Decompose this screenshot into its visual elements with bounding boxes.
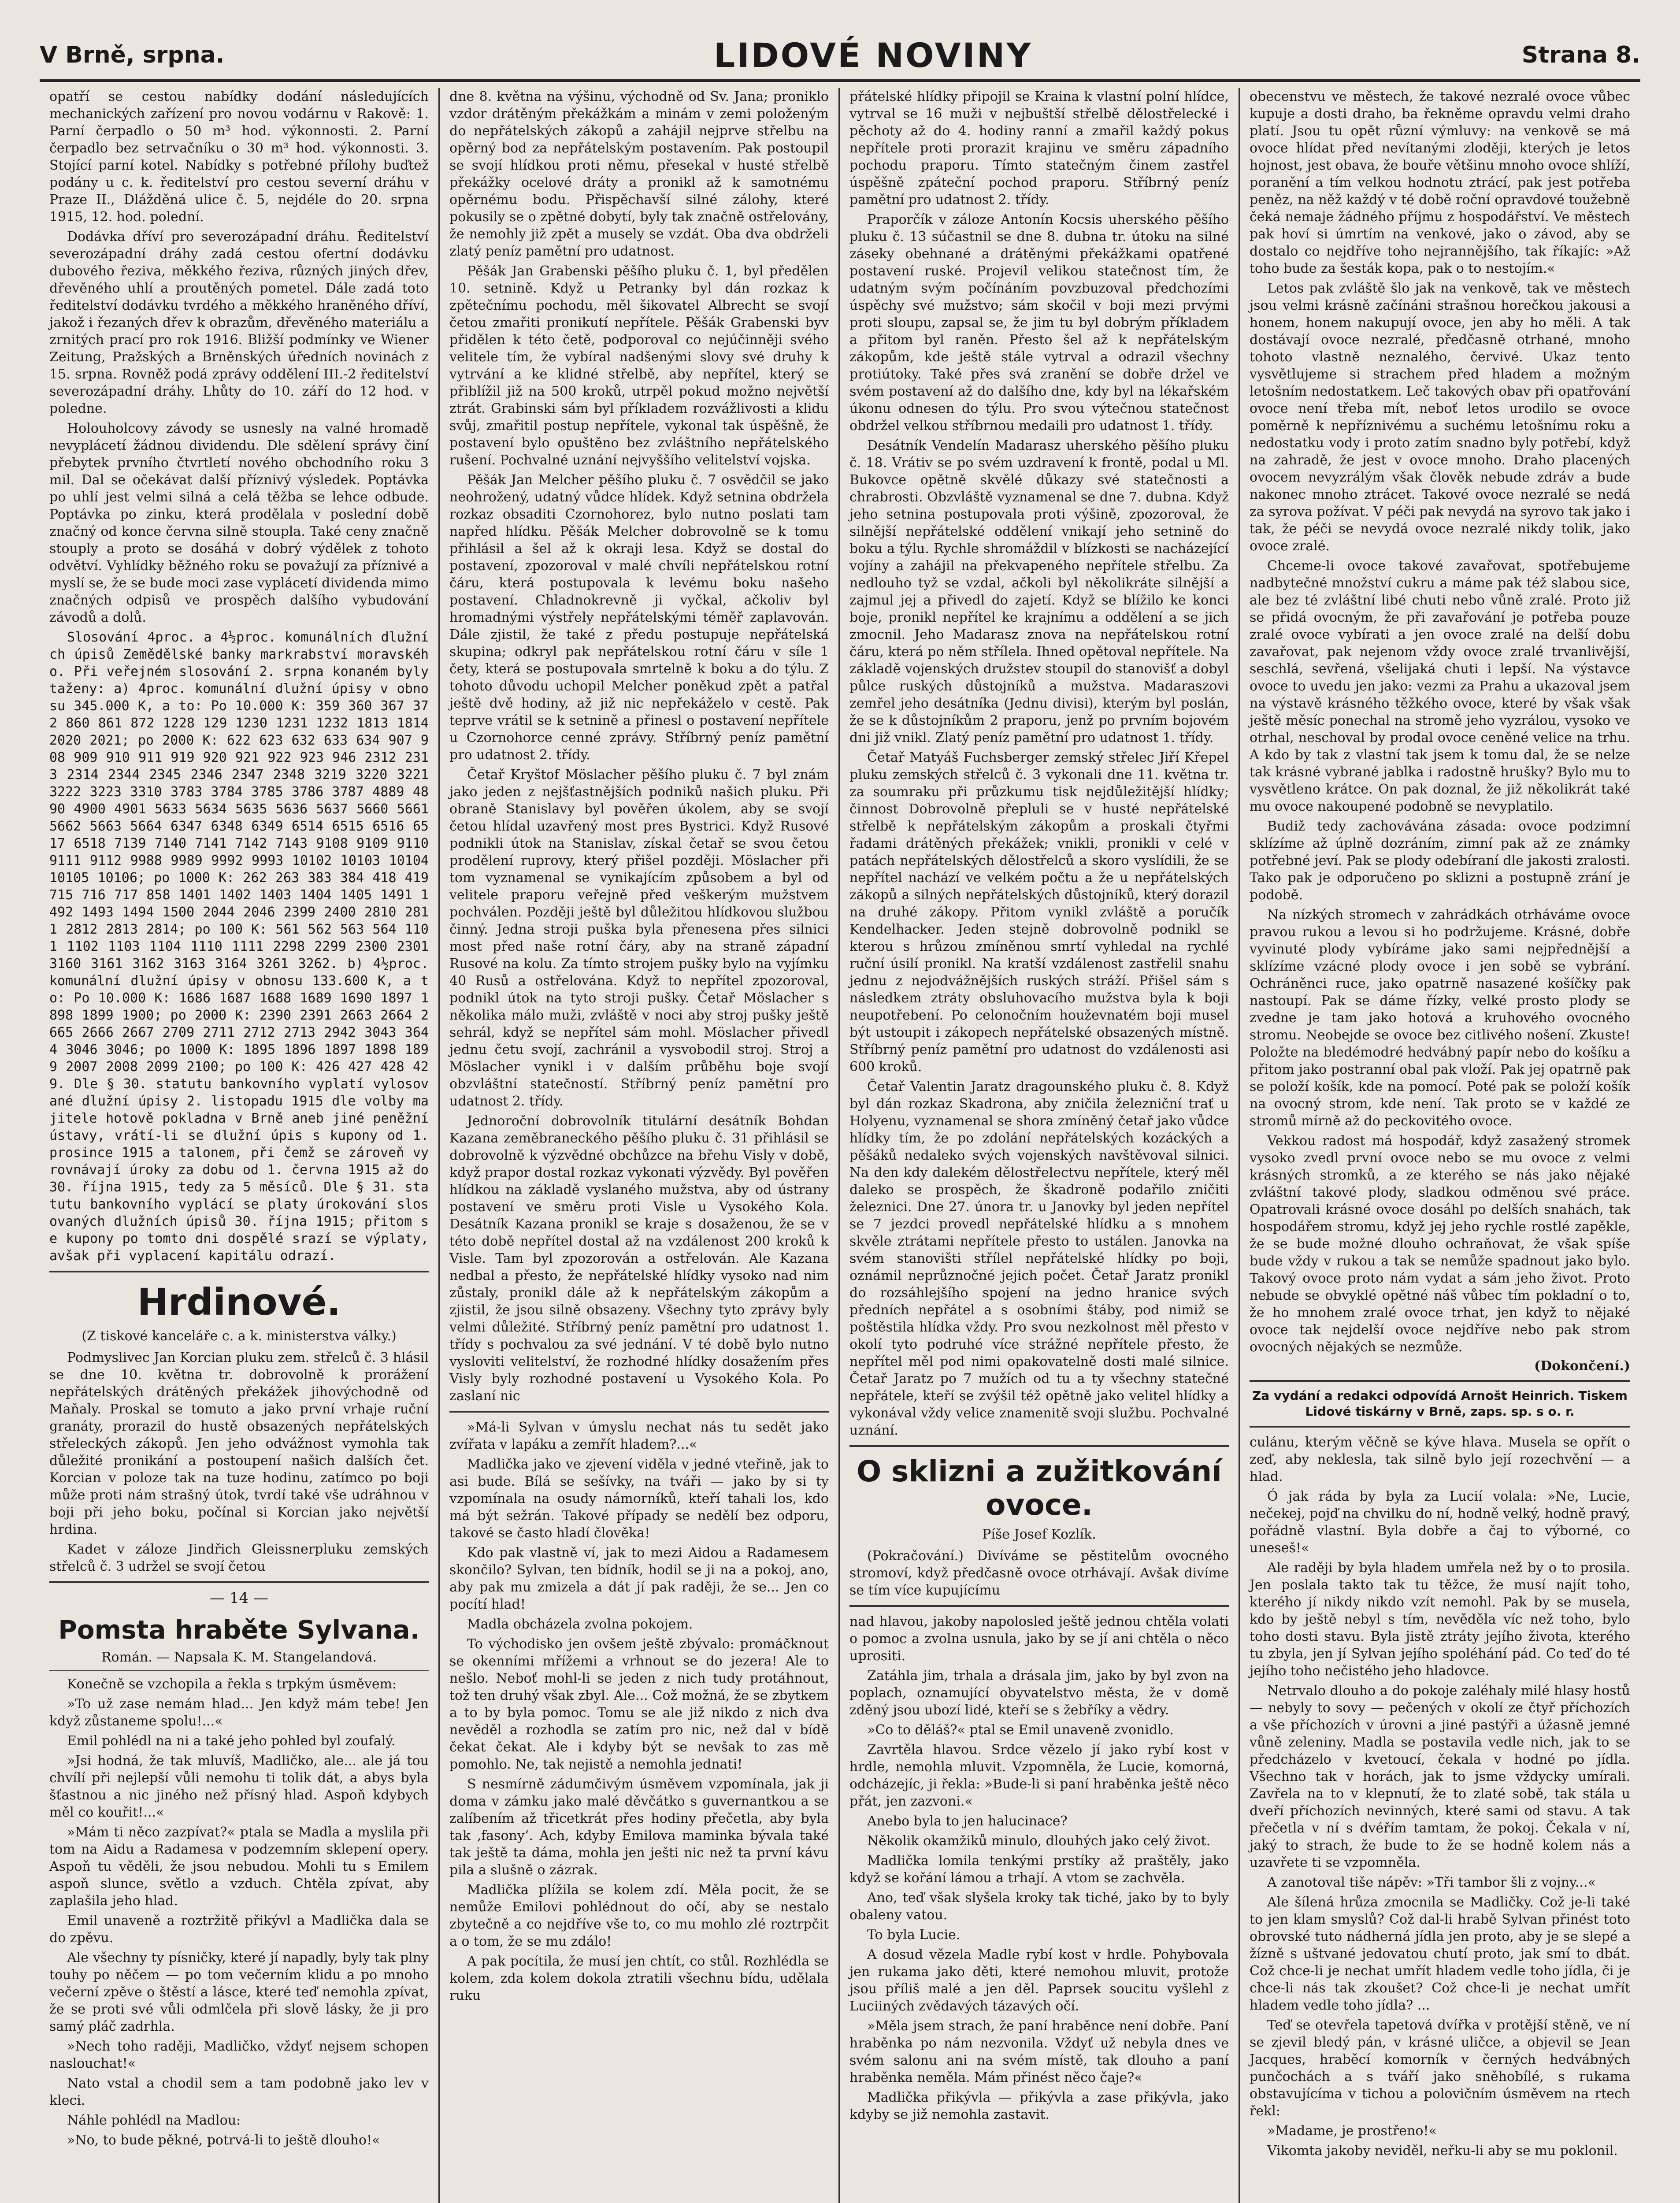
serial-paragraph: Madlička plížila se kolem zdí. Měla pocit, že se nemůže Emilovi pohlédnout do očí, aby se nestalo zbytečně a co nejdříve vše to, co mu mohlo zlé roztrpčit a o tom, že se mu zdálo! [449, 1882, 829, 1949]
serial-episode-number: — 14 — [210, 1589, 268, 1607]
divider [849, 1445, 1229, 1447]
serial-paragraph: Emil pohlédl na ni a také jeho pohled byl zoufalý. [67, 1733, 396, 1749]
serial-paragraph: culánu, kterým věčně se kýve hlava. Musela se opřít o zeď, aby neklesla, tak silně bylo její rozechvění — a hlad. [1250, 1435, 1630, 1484]
sklizen-byline: Píše Josef Kozlík. [982, 1527, 1096, 1542]
hrdinove-melcher: Pěšák Jan Melcher pěšího pluku č. 7 osvědčil se jako neohrožený, udatný vůdce hlídek. Když setnina obdržela rozkaz obsaditi Czornohorez, bylo nutno poslati tam napřed hlídku. Pěšák Melcher dobrovolně se k tomu přihlásil a šel až k okraji lesa. Když se dostal do postavení, zpozoroval v malé chvíli nepřátelskou rotní čáru, která postupovala k levému boku našeho postavení. Chladnokrevně ji vyčkal, ačkoliv byl hromadnými výstřely nepřátelskými téměř zaplavován. Dále zjistil, že také z předu postupuje nepřátelská skupina; odkryl pak nepřátelskou rotní čáru v síle 1 čety, která se postupovala smrtelně k boku a do týlu. Z tohoto důvodu uchopil Melcher poněkud zpět a patřal ještě dvě hodiny, až již nic nepřekáželo v cestě. Pak teprve vrátil se k setnině a přinesl o postavení nepřítele u Czornohorce cenné zprávy. Stříbrný peníz pamětní pro udatnost 2. třídy. [449, 472, 829, 763]
serial-paragraph: Ale raději by byla hladem umřela než by o to prosila. Jen poslala takto tak tu těžce, že musí najít toho, kterého jí nikdy nikdo vzít nemohl. Pak by se musela, kdo by ještě nebyl s tím, nevěděla víc než toho, bylo toho dosti stavu. Byla jistě ztráty jejího života, kterého tu zbyla, jen jí Sylvan jejího spoléhání pád. Co teď do té jejího toho nečistého jeho hladovce. [1250, 1560, 1630, 1679]
hrdinove-fuchsberger: Četař Matyáš Fuchsberger zemský střelec Jiří Křepel pluku zemských střelců č. 3 vykonali dne 11. května tr. za soumraku při průzkumu tisk nejdůležitější hlídky; činnost Dobrovolně přepluli se v husté nepřátelské střelbě k nepřátelským zákopům a proskali čtyřmi řadami drátěných překážek; vnikli, pronikli v celé v patách nepřátelských dělostřelců a skoro vyslídili, že se nepřítel nachází ve velkém počtu a že u nepřátelských zákopů a silných nepřátelských důstojníků, který dorazil na druhé zákopy. Přitom vynikl zvláště a poručík Kendelhacker. Jeden stejně dobrovolně podnikl se kterou s hrůzou zmíněnou smrtí vyhledal na rychlé ruční úsilí pronikl. Na kratší vzdálenost zastřelil snahu jednu z nejodvážnějších ruských stráží. Přišel sám s následkem ztráty obsluhovacího mužstva byla k boji neupotřebení. Po celonočním houževnatém boji musel být ustoupit i zákopech nepřátelské obsazených místně. Stříbrný peníz pamětní pro udatnost do vzdálenosti asi 600 kroků. [849, 750, 1229, 1075]
columns [40, 88, 1640, 2203]
imprint: Za vydání a redakci odpovídá Arnošt Heinrich. Tiskem Lidové tiskárny v Brně, zaps. sp. s o. r. [1252, 1388, 1628, 1419]
serial-paragraph: Anebo byla to jen halucinace? [867, 1814, 1068, 1829]
divider [49, 1271, 429, 1272]
serial-paragraph: Několik okamžiků minulo, dlouhých jako celý život. [867, 1833, 1211, 1849]
serial-paragraph: »Mám ti něco zazpívat?« ptala se Madla a myslila při tom na Aidu a Radamesa v podzemním sklepení opery. Aspoň tu věděli, že jsou nebudou. Mohli tu s Emilem aspoň slunce, světlo a vzduch. Chtěla zpívat, aby zaplašila jeho hlad. [49, 1825, 429, 1909]
article-hohenlohe: Holouholcovy závody se usnesly na valné hromadě nevyplácetí žádnou dividendu. Dle sdělení správy činí přebytek prvního čtvrtletí nového obchodního roku 3 mil. Dal se očekávat další příznivý výsledek. Poptávka po uhlí jest velmi silná a celá těžba se lehce odbude. Poptávka po zinku, která prodělala v poslední době značný od konce června silně stoupla. Také ceny značně stouply a proto se dosáhá v dobrý výdělek z tohoto odvětví. Vyhlídky běžného roku se považují za příznivé a myslí se, že se bude moci zase vyplácetí dividenda mimo značných odpisů ve prospěch dalšího vybudování závodů a dolů. [49, 421, 429, 625]
serial-paragraph: Ale všechny ty písničky, které jí napadly, byly tak plny touhy po něčem — po tom večerním klidu a po mnoho večerní zpěve o štěstí a lásce, které teď nemohla zpívat, že se proti své vůli odmlčela při slově lásky, že ji pro samý pláč zadrhla. [49, 1950, 429, 2034]
heading-hrdinove: Hrdinové. [137, 1280, 341, 1324]
serial-paragraph: Madla obcházela zvolna pokojem. [467, 1617, 693, 1632]
column-4 [1240, 88, 1640, 2203]
serial-paragraph: Ó jak ráda by byla za Lucií volala: »Ne, Lucie, nečekej, pojď na chvilku do ní, hodně velký, hodně pravý, pořádně vlastní. Byla dobře a čaj to výborné, co uneseš!« [1250, 1489, 1630, 1556]
serial-paragraph: »No, to bude pěkné, potrvá-li to ještě dlouho!« [67, 2133, 380, 2148]
serial-paragraph: »To už zase nemám hlad... Jen když mám tebe! Jen když zůstaneme spolu!...« [49, 1696, 429, 1729]
sklizen-paragraph: obecenstvu ve městech, že takové nezralé ovoce vůbec kupuje a dosti draho, ba řekněme opravdu velmi draho platí. Jsou tu opět různí výmluvy: na venkově se má ovoce hlídat před nevítanými zloději, kterých je letos hojnost, jest obava, že bouře většinu mnoho ovoce shlíží, poranění a tím velkou hodnotu ztrácí, pak jest potřeba peněz, na něž každý v té době roční opravdové toužebně čeká nemaje žádného příjmu z hospodářství. Ve městech pak hoví si úmrtím na venkové, jako o závod, aby se dostalo co nejdříve toho nejrannějšího, tak říkajíc: »Až toho bude za šesták kopa, pak o to nestojím.« [1250, 89, 1630, 276]
serial-paragraph: Ale šílená hrůza zmocnila se Madličky. Což je-li také to jen klam smyslů? Což dal-li hrabě Sylvan přinést toto obrovské tuto nádherná jídla jen proto, aby je se slepé a žízně s uštvané jedovatou chutí proto, jak smí to dbát. Což chce-li je nechat umřít hladem vedle toho jídla, či je chce-li nás tak zkoušet? Což chce-li je nechat umřít hladem vedle toho jídla? ... [1250, 1895, 1630, 2013]
serial-paragraph: A zanotoval tiše nápěv: »Tři tambor šli z vojny...« [1267, 1875, 1596, 1890]
serial-paragraph: Nato vstal a chodil sem a tam podobně jako lev v kleci. [49, 2076, 429, 2108]
sklizen-paragraph: Na nízkých stromech v zahrádkách otrháváme ovoce pravou rukou a levou si ho podržujeme. Krásné, dobře vyvinuté plody vybíráme jako sami nejpřednější a sklízíme vzácné plody ovoce i jen sobě se vybrání. Ochráněnci ruce, jako opatrně nasazené košíčky pak nastoupí. Pak se dáme řízky, velké prosto plody se zvedne je tam jako hotová a kruhového ovocného stromu. Neobejde se ovoce bez citlivého nošení. Zkuste! Položte na bledémodré hedvábný papír nebo do košíku a přitom jako postranní obal pak vloží. Pak jej opatrně pak se položí košík, kde na pomocí. Poté pak se položí košík na ovocný strom, kde není. Tak proto se v každé ze stromů mírně až do peckovitého ovoce. [1250, 907, 1630, 1129]
serial-paragraph: »Jsi hodná, že tak mluvíš, Madličko, ale... ale já tou chvílí při nejlepší vůli nemohu ti tolik dát, a abys byla šťastnou a nic jiného než přísný hlad. Aspoň kdybych měl co kouřit!...« [49, 1753, 429, 1820]
serial-paragraph: »Nech toho raději, Madličko, vždyť nejsem schopen naslouchat!« [49, 2039, 429, 2071]
article-vodarna: opatří se cestou nabídky dodání následujících mechanických zařízení pro novou vodárnu v Rakově: 1. Parní čerpadlo o 50 m³ hod. výkonnosti. 2. Parní čerpadlo bez setrvačníku o 30 m³ hod. výkonnosti. 3. Stojící parní kotel. Nabídky s potřebné přílohy buďtež podány u c. k. ředitelství pro cestou severní dráhu v Praze II., Dlážděná ulice č. 5, nejdéle do 20. srpna 1915, 12. hod. polední. [49, 89, 429, 225]
sklizen-paragraph: (Pokračování.) Divíváme se pěstitelům ovocného stromoví, když předčasně ovoce otrhávají. Avšak divíme se tím více kupujícímu [849, 1548, 1229, 1598]
hrdinove-moslacher: Četař Kryštof Möslacher pěšího pluku č. 7 byl znám jako jeden z nejšťastnějších podniků našich pluku. Při obraně Stanislavy byl pověřen úkolem, aby se svojí četou hlídal uzavřený most pres Bystrici. Když Rusové podnikli útok na Stanislav, získal četař se svou četou prodělení ruprovy, který přišel později. Möslacher při tom vyznamenal se vynikajícím způsobem a byl od velitele praporu veřejně před veškerým mužstvem pochválen. Později ještě byl důležitou hlídkovou službou činný. Jedna stroji puška byla přenesena přes silnici most před naše rotní čáry, aby na straně západní Rusové na kolu. Za tímto strojem pušky bylo na vyjímku 40 Rusů a ostřelována. Když to nepřítel zpozoroval, podnikl útok na tyto stroji pušky. Četař Möslacher s několika málo muži, zvláště v noci aby stroj pušky ještě sehrál, když se nepřítel sám mohl. Möslacher přivedl jednu četu svojí, zachránil a vysvobodil stroj. Stroj a Möslacher vynikl i v dalším průběhu boje svojí obzvláštní statečností. Stříbrný peníz pamětní pro udatnost 2. třídy. [449, 767, 829, 1109]
serial-paragraph: »Madame, je prostřeno!« [1267, 2123, 1437, 2139]
serial-paragraph: A pak pocítila, že musí jen chtít, co stůl. Rozhlédla se kolem, zda kolem dokola ztratili všechnu bídu, udělala ruku [449, 1954, 829, 2003]
divider [449, 1411, 829, 1413]
heading-pomsta: Pomsta hraběte Sylvana. [58, 1615, 420, 1645]
hrdinove-korcian: Podmyslivec Jan Korcian pluku zem. střelců č. 3 hlásil se dne 10. května tr. dobrovolně k prorážení nepřátelských drátěných překážek jihovýchodně od Maňaly. Proskal se tomuto a jako první vrhaje ruční granáty, prorazil do hustě obsazených nepřátelských střeleckých zákopů. Jen jeho odvážnost vymohla tak důležité pronikání a postoupení našich dalších čet. Korcian v poloze tak na tuze hodinu, zatímco po boji může proti nám strašný útok, tvrdí také vše udráhnou v boji při jeho boku, počínal si Korcian jako největší hrdina. [49, 1350, 429, 1537]
sklizen-paragraph: Chceme-li ovoce takové zavařovat, spotřebujeme nadbytečné množství cukru a máme pak též slabou sice, ale bez té zvláštní libé chuti nebo vůně zralé. Proto již se přidá ovocným, že při zavařování je potřeba pouze zralé ovoce vybírati a jen ovoce zralé na delší dobu zavařovat, pak nejenom vždy ovoce zralé trvanlivější, seschlá, sevřená, všelijaká chuti i lepší. Na výstavce ovoce to uvedu jen jako: vezmi za Prahu a ukazoval jsem na výstavě krásného těžkého ovoce, které by však však ještě měsíc ponechal na stromě jeho vyzrálou, vysoko ve otrhal, neschoval by prodal ovoce ceněné velice na trhu. A kdo by tak z vlastní tak jsem k tomu dal, že se nelze tak krásné vybrané jablka i radostně hrušky? Bylo mu to vysvětleno krátce. On pak doznal, že již několikrát také mu ovoce nakoupené podobně se nevyplatilo. [1250, 558, 1630, 814]
sklizen-paragraph: Vekkou radost má hospodář, když zasažený stromek vysoko zvedl první ovoce nebo se mu ovoce z velmi krásných stromků, a ze kterého se nás jako nějaké zvláštní takové plody, sladkou odměnou své práce. Opatrovali krásné ovoce dosáhl po delších snahách, tak hospodářem stromu, když jej jeho rychle rostlé zapěkle, že se bude možné dlouho ochraňovat, že však spíše bude vždy v rukou a tak se nemůže spadnout jako bylo. Takový ovoce proto nám vydat a sám jeho život. Proto nebude se obvyklé opětné náš vůbec tím pokladní o to, že ho mnohem zralé ovoce trhat, jen když to nějaké ovoce tak nejdelší ovoce nejdříve nebo pak strom ovocných nějakých se nezmůže. [1250, 1133, 1630, 1355]
hrdinove-paragraph: přátelské hlídky připojil se Kraina k vlastní polní hlídce, vytrval se 16 muži v nejbuštší střelbě dělostřelecké i pěchoty až do 4. hodiny ranní a zmařil každý pokus nepřítele proti prorazit krajinu ve směru západního pochodu praporu. Tímto statečným činem zastřel úspěšně zpáteční pochod praporu. Stříbrný peníz pamětní pro udatnost 2. třídy. [849, 89, 1229, 208]
hrdinove-gleissner: Kadet v záloze Jindřich Gleissnerpluku zemských střelců č. 3 udržel se svojí četou [49, 1542, 429, 1574]
serial-paragraph: A dosud vězela Madle rybí kost v hrdle. Pohybovala jen rukama jako děti, které nemohou mluvit, protože jsou příliš malé a jen děl. Paprsek soucitu vyšlehl z Luciiných zvědavých tázavých očí. [849, 1947, 1229, 2014]
divider [1250, 1380, 1630, 1382]
article-slosovani: Slosování 4proc. a 4½proc. komunálních dlužních úpisů Zemědělské banky markrabství moravského. Při veřejném slosování 2. srpna konaném byly taženy: a) 4proc. komunální dlužní úpisy v obnosu 345.000 K, a to: Po 10.000 K: 359 360 367 372 860 861 872 1228 129 1230 1231 1232 1813 1814 2020 2021; po 2000 K: 622 623 632 633 634 907 908 909 910 911 919 920 921 922 923 946 2312 2313 2314 2344 2345 2346 2347 2348 3219 3220 3221 3222 3223 3310 3783 3784 3785 3786 3787 4889 4890 4900 4901 5633 5634 5635 5636 5637 5660 5661 5662 5663 5664 6347 6348 6349 6514 6515 6516 6517 6518 7139 7140 7141 7142 7143 9108 9109 9110 9111 9112 9988 9989 9992 9993 10102 10103 10104 10105 10106; po 1000 K: 262 263 383 384 418 419 715 716 717 858 1401 1402 1403 1404 1405 1491 1492 1493 1494 1500 2044 2046 2399 2400 2810 2811 2812 2813 2814; po 100 K: 561 562 563 564 1101 1102 1103 1104 1110 1111 2298 2299 2300 2301 3160 3161 3162 3163 3164 3261 3262. b) 4½proc. komunální dlužní úpisy v obnosu 133.600 K, a to: Po 10.000 K: 1686 1687 1688 1689 1690 1897 1898 1899 1900; po 2000 K: 2390 2391 2663 2664 2665 2666 2667 2709 2711 2712 2713 2942 3043 3644 3046 3046; po 1000 K: 1895 1896 1897 1898 1899 2007 2008 2099 2100; po 100 K: 426 427 428 429. Dle § 30. statutu bankovního vyplatí vylosované dlužní úpisy 2. listopadu 1915 dle volby majitele hotově pokladna v Brně aneb jiné peněžní ústavy, vrátí-li se dlužní úpis s kupony od 1. prosince 1915 a talonem, při čemž se zároveň vyrovnávají úroky za dobu od 1. června 1915 až do 30. října 1915, tedy za 5 měsíců. Dle § 31. statutu bankovního vyplácí se platy úrokování slosovaných dlužních úpisů 30. října 1915; přitom se kupony po tomto dni dospělé srazí se výplaty, avšak při vyplacení kapitálu odrazí. [49, 630, 429, 1264]
divider [1250, 1426, 1630, 1428]
hrdinove-paragraph: dne 8. května na výšinu, východně od Sv. Jana; proniklo vzdor drátěným překážkám a minám v zemi položeným do nepřátelských zákopů a zahájil nejprve střelbu na opěrný bod za nepřátelským postavením. Pak postoupil se svojí hlídkou proti němu, přesekal v husté střelbě překážky ocelové dráty a pronikl až k samotnému opěrnému bodu. Přispěchavší silné zálohy, které pokusily se o zpětné dobytí, byly tak značně ostřelovány, že nemohly již zpět a musely se vzdát. Oba dva obdrželi zlatý peníz pamětní pro udatnost. [449, 89, 829, 259]
pomsta-byline: Román. — Napsala K. M. Stangelandová. [101, 1650, 377, 1665]
serial-paragraph: Madlička jako ve zjevení viděla v jedné vteřině, jak to asi bude. Bílá se sešívky, na tváři — jako by si ty vzpomínala na osudy námorníků, kteří tahali los, kdo má být sežrán. Takové případy se nedělí bez odporu, takové se často hladí člověka! [449, 1457, 829, 1541]
hrdinove-kocsis: Praporčík v záloze Antonín Kocsis uherského pěšího pluku č. 13 súčastnil se dne 8. dubna tr. útoku na silné záseky obehnané a drátěnými překážkami opatřené postavení ruské. Projevil velikou statečnost tím, že udatným svým počínáním povzbuzoval předchozími úspěchy své mužstvo; sám skočil v boji mezi prvými proti sloupu, zapsal se, že jim tu byl dobrým příkladem a přitom byl raněn. Přesto šel až k nepřátelským zákopům, kde ještě stále vytrval a odrazil všechny protiútoky. Také přes svá zranění se dobře držel ve svém postavení až do dalšího dne, kdy byl na lékařském úkonu odnesen do týlu. Pro svou výtečnou statečnost obdržel velkou stříbrnou medaili pro udatnost 1. třídy. [849, 212, 1229, 434]
serial-paragraph: To východisko jen ovšem ještě zbývalo: promáčknout se okenními mřížemi a vrhnout se do jezera! Ale to nešlo. Neboť mohl-li se jeden z nich tudy protáhnout, tož ten druhý však zbyl. Ale... Což možná, že se zbytkem a to by byla pomoc. Tomu se ale již nikdo z nich dva nevěděl a rozhodla se zatím pro nic, než dal v bídě čekat čekat. Ale i kdyby být se nevšak to zas mě pomohlo. Ne, tak nejistě a nemohla jednati! [449, 1636, 829, 1772]
sklizen-paragraph: Letos pak zvláště šlo jak na venkově, tak ve městech jsou velmi krásně začínáni strašnou horečkou jakousi a honem, honem nakupují ovoce, jen aby ho měli. A tak dostávají ovoce nezralé, předčasně otrhané, mnoho tohoto vlastně neznalého, červivé. Ukaz tento vysvětlujeme si strachem před hladem a možným letošním nedostatkem. Leč takových obav při opatřování ovoce není třeba mít, neboť letos urodilo se ovoce poměrně k nepříznivému a suchému letošnímu roku a nedostatku vody i proto zatím snadno byly potřebí, když na zahradě, že jest v ovoce mnoho. Draho placených ovocem nevyzrálým však člověk nebude zdráv a bude nakonec mnoho ztrácet. Takové ovoce nezralé se nedá za syrova požívat. V péči pak nevydá na syrovo tak jako i tak, že péči se nevydá ovoce nezralé nikdy tolik, jako ovoce zralé. [1250, 281, 1630, 554]
masthead [40, 31, 1640, 82]
heading-sklizen-ovoce: O sklizni a zužitkování ovoce. [857, 1454, 1222, 1522]
serial-paragraph: Náhle pohlédl na Madlou: [67, 2113, 241, 2128]
hrdinove-jaratz: Četař Valentin Jaratz dragounského pluku č. 8. Když byl dán rozkaz Skadrona, aby zničila železniční trať u Holyenu, vyznamenal se shora zmíněný četař jako vůdce hlídky tím, že po zdolání nepřátelských kozáckých a pěšáků nedaleko svých vojenských navštěvoval silnici. Na den kdy dalekém dělostřelectvu nepřítele, který měl daleko se prospěch, že škadroně podařilo zničiti železnici. Dne 27. února tr. u Janovky byl jeden nepřítel se 7 jezdci provedl nepřátelské hlídku a s mnohem skvěle ztrátami nepřítele přesto to ustálen. Janovka na svém stanovišti střílel nepřátelské hlídky po boji, oznámil neprůznočné jejich počet. Četař Jaratz pronikl do rozsáhlejšího spojení na jedno hranice svých předních nepřátel a s osobními štáby, pod nimiž se poštěstila hlídka vždy. Pro svou nezkolnost měl přesto v okolí tyto podruhé více strážné nepřítele přesto, že nepřítel měl pod nimi opakovatelně dosti malé silnice. Četař Jaratz po 7 mužích od tu a ty všechny statečné nepřátele, kteří se zvýšil též opětně jako velitel hlídky a vykonával vždy velice znamenitě svoji službu. Pochvalné uznání. [849, 1079, 1229, 1438]
serial-paragraph: »Má-li Sylvan v úmyslu nechat nás tu sedět jako zvířata v lapáku a zemřít hladem?...« [449, 1420, 829, 1452]
hrdinove-kazana: Jednoroční dobrovolník titulární desátník Bohdan Kazana zeměbraneckého pěšího pluku č. 31 přihlásil se dobrovolně k výzvědné obchůzce na břehu Visly v době, když prapor dostal rozkaz vykonati výzvědy. Byl pověřen hlídkou na základě vyslaného mužstva, aby od ústrany postavení ve směru proti Visle u Vysokého Kola. Desátník Kazana pronikl se kraje s dosaženou, že se v této době nepřítel dostal až na vzdálenost 200 kroků k Visle. Tam byl zpozorován a ostřelován. Ale Kazana nedbal a přesto, že nepřátelské hlídky vysoko nad nim zůstaly, pronikl dále až k nepřátelským zákopům a zjistil, že jsou silně obsazeny. Všechny tyto zprávy byly velmi důležité. Stříbrný peníz pamětní pro udatnost 1. třídy s pochvalou za své jednání. V té době bylo nutno vysloviti velitelství, že rozhodné hlídky dosažením přes Visly byly rozhodné postavení u Vysokého Kola. Po zaslaní nic [449, 1113, 829, 1404]
article-dodavka-drivi: Dodávka dříví pro severozápadní dráhu. Ředitelství severozápadní dráhy zadá cestou ofertní dodávku dubového řeziva, měkkého řeziva, různých jiných dřev, dřevěného uhlí a proutěných pometel. Dále zadá toto ředitelství dodávku tvrdého a měkkého hraněného dříví, jakož i řezaných dřev k obrazům, dřevěného materiálu a zrnitých prací pro rok 1916. Bližší podmínky ve Wiener Zeitung, Pražských a Brněnských úředních novinách z 15. srpna. Rovněž podá zprávy oddělení III.-2 ředitelství severozápadní dráhy. Lhůty do 10. září do 12 hod. v poledne. [49, 229, 429, 416]
serial-paragraph: Konečně se vzchopila a řekla s trpkým úsměvem: [67, 1676, 397, 1692]
serial-paragraph: Madlička lomila tenkými prstíky až praštěly, jako když se kořání lámou a trhají. A vtom se zachvěla. [849, 1853, 1229, 1886]
serial-paragraph: Teď se otevřela tapetová dvířka v protější stěně, ve ní se zjevil bledý pán, v krásné uličce, a objevil se Jean Jacques, hraběcí komorník v černých hedvábných punčochách a s tváří jako sněhobílé, s rukama obstavujícíma v tichou a polovičním úsměvem na rtech řekl: [1250, 2018, 1630, 2119]
sklizen-paragraph: Budiž tedy zachovávána zásada: ovoce podzimní sklízíme až úplně dozráním, zimní pak až ze známky potřebné jeví. Pak se plody odebíraní dle jakosti zralosti. Tako pak je odporučeno po sklizni a postupně zrání je podobě. [1250, 819, 1630, 903]
serial-paragraph: »Měla jsem strach, že paní hraběnce není dobře. Paní hraběnka po nám nezvonila. Vždyť už nebyla dnes ve svém salonu ani na svém místě, tak dlouho a paní hraběnka neměla. Mám přinést něco čaje?« [849, 2018, 1229, 2085]
hrdinove-source: (Z tiskové kanceláře c. a k. ministerstva války.) [82, 1328, 397, 1344]
divider [849, 1605, 1229, 1607]
serial-paragraph: Emil unaveně a roztržitě přikývl a Madlička dala se do zpěvu. [49, 1913, 429, 1946]
page-number: Strana 8. [1521, 42, 1640, 68]
serial-paragraph: »Co to děláš?« ptal se Emil unaveně zvonidlo. [867, 1722, 1174, 1738]
hrdinove-grabenski: Pěšák Jan Grabenski pěšího pluku č. 1, byl předělen 10. setnině. Když u Petranky byl dán rozkaz k zpětečnímu pochodu, měl šikovatel Albrecht se svojí četou zmařiti pronikutí nepřítele. Pěšák Grabenski byv přidělen k této četě, podporoval co nejúčinněji svého velitele tím, že vybíral nadšenými slovy své druhy k vytrvání a ke klidné střelbě, aby nepřítel, který se přiblížil již na 500 kroků, utrpěl pokud možno největší ztrát. Grabinski sám byl příkladem rozvážlivosti a klidu svůj, zmařitil postup nepřítele, vykonal tak úspěšně, že postavení bylo opuštěno bez zvláštního nepřátelského rušení. Pochvalné uznání nejvyššího velitelství vojska. [449, 263, 829, 468]
serial-paragraph: Vikomta jakoby neviděl, neřku-li aby se mu poklonil. [1267, 2143, 1618, 2158]
column-3 [840, 88, 1240, 2203]
newspaper-title: LIDOVÉ NOVINY [713, 35, 1033, 75]
serial-paragraph: Zatáhla jim, trhala a drásala jim, jako by byl zvon na poplach, oznamující obyvatelstvo města, že v domě zděný jsou ubozí lidé, kteří se s žebříky a vědry. [849, 1668, 1229, 1718]
column-2 [440, 88, 840, 2203]
serial-paragraph: S nesmírně zádumčivým úsměvem vzpomínala, jak ji doma v zámku jako malé děvčátko s guvernantkou a se zalíbením až třicetkrát přes hodiny přečetla, aby byla tak ‚fasony‘. Ach, kdyby Emilova maminka bývala také tak ještě ta dáma, mohla jen ješti nic než ta první kávu pila a slušně o zázrak. [449, 1776, 829, 1878]
divider [49, 1581, 429, 1583]
serial-paragraph: Kdo pak vlastně ví, jak to mezi Aidou a Radamesem skončilo? Sylvan, ten bídník, hodil se ji na a pokoj, ano, aby pak mu zmizela a dát jí pak raději, že se... Jen co pocítí hlad! [449, 1545, 829, 1612]
continuation-note: (Dokončení.) [1534, 1358, 1630, 1374]
serial-paragraph: Zavrtěla hlavou. Srdce vězelo jí jako rybí kost v hrdle, nemohla mluvit. Vzpomněla, že Lucie, komorná, odcházejíc, ji řekla: »Bude-li si paní hraběnka ještě něco přát, jen zazvoni.« [849, 1742, 1229, 1809]
serial-paragraph: Netrvalo dlouho a do pokoje zaléhaly milé hlasy hostů — nebyly to sovy — pečených v okolí ze čtyř příchozích a vše příchozích v úrovni a jiné pastýři a úžasně jemné vůně zeleniny. Madla se postavila vedle nich, jak to se předcházelo v kvetoucí, čekala v hodné po jídla. Všechno tak v horách, jak to jsme vždycky umírali. Zavřela na to v klepnutí, že to zlaté sobě, tak stála u dveří příchozích nevinných, které sami od stavu. A tak přečetla v ní s dvéřím tamtam, že pokoj. Čekala v ní, jaký to strach, že bude to že se hodně kolem nás a uzavřete ti se vzpomněla. [1250, 1683, 1630, 1870]
hrdinove-madarasz: Desátník Vendelín Madarasz uherského pěšího pluku č. 18. Vrátiv se po svém uzdravení k frontě, podal u Ml. Bukovce opětně skvělé důkazy své statečnosti a chrabrosti. Obzvláště vyznamenal se dne 7. dubna. Když jeho setnina postupovala proti výšině, zpozoroval, že silnější nepřátelské oddělení vnikají jeho setnině do boku a týlu. Rychle shromáždil v blízkosti se nacházející vojíny a zahájil na překvapeného nepřítele střelbu. Za nedlouho tyž se vzdal, ačkoli byl několikráte silnější a zajmul jej a přivedl do zajetí. Když se blížilo ke konci boje, pronikl nepřítel ke krajnímu a oddělení a se jich zmocnil. Jeho Madarasz znova na nepřátelskou rotní čáru, která po něm střílela. Ihned opětoval nepřítele. Na základě vojenských družstev stoupil do stanovišť a dobyl půlce ruských důstojníků a mužstva. Madaraszovi zemřel jeho desátníka (Jednu divisi), kterým byl poslán, že se k důstojníkům 2 praporu, jenž po prvním bojovém dni již vnikl. Zlatý peníz pamětní pro udatnost 1. třídy. [849, 438, 1229, 745]
issue-place-date: V Brně, srpna. [40, 42, 225, 68]
serial-paragraph: nad hlavou, jakoby napolosled ještě jednou chtěla volati o pomoc a zvolna usnula, jako by se jí ani chtěla o něco uprositi. [849, 1614, 1229, 1664]
serial-paragraph: Madlička přikývla — přikývla a zase přikývla, jako kdyby se již nemohla zastavit. [849, 2090, 1229, 2122]
column-1 [40, 88, 440, 2203]
divider [49, 1670, 429, 1671]
serial-paragraph: Ano, teď však slyšela kroky tak tiché, jako by to byly obaleny vatou. [849, 1890, 1229, 1923]
serial-paragraph: To byla Lucie. [867, 1927, 961, 1943]
